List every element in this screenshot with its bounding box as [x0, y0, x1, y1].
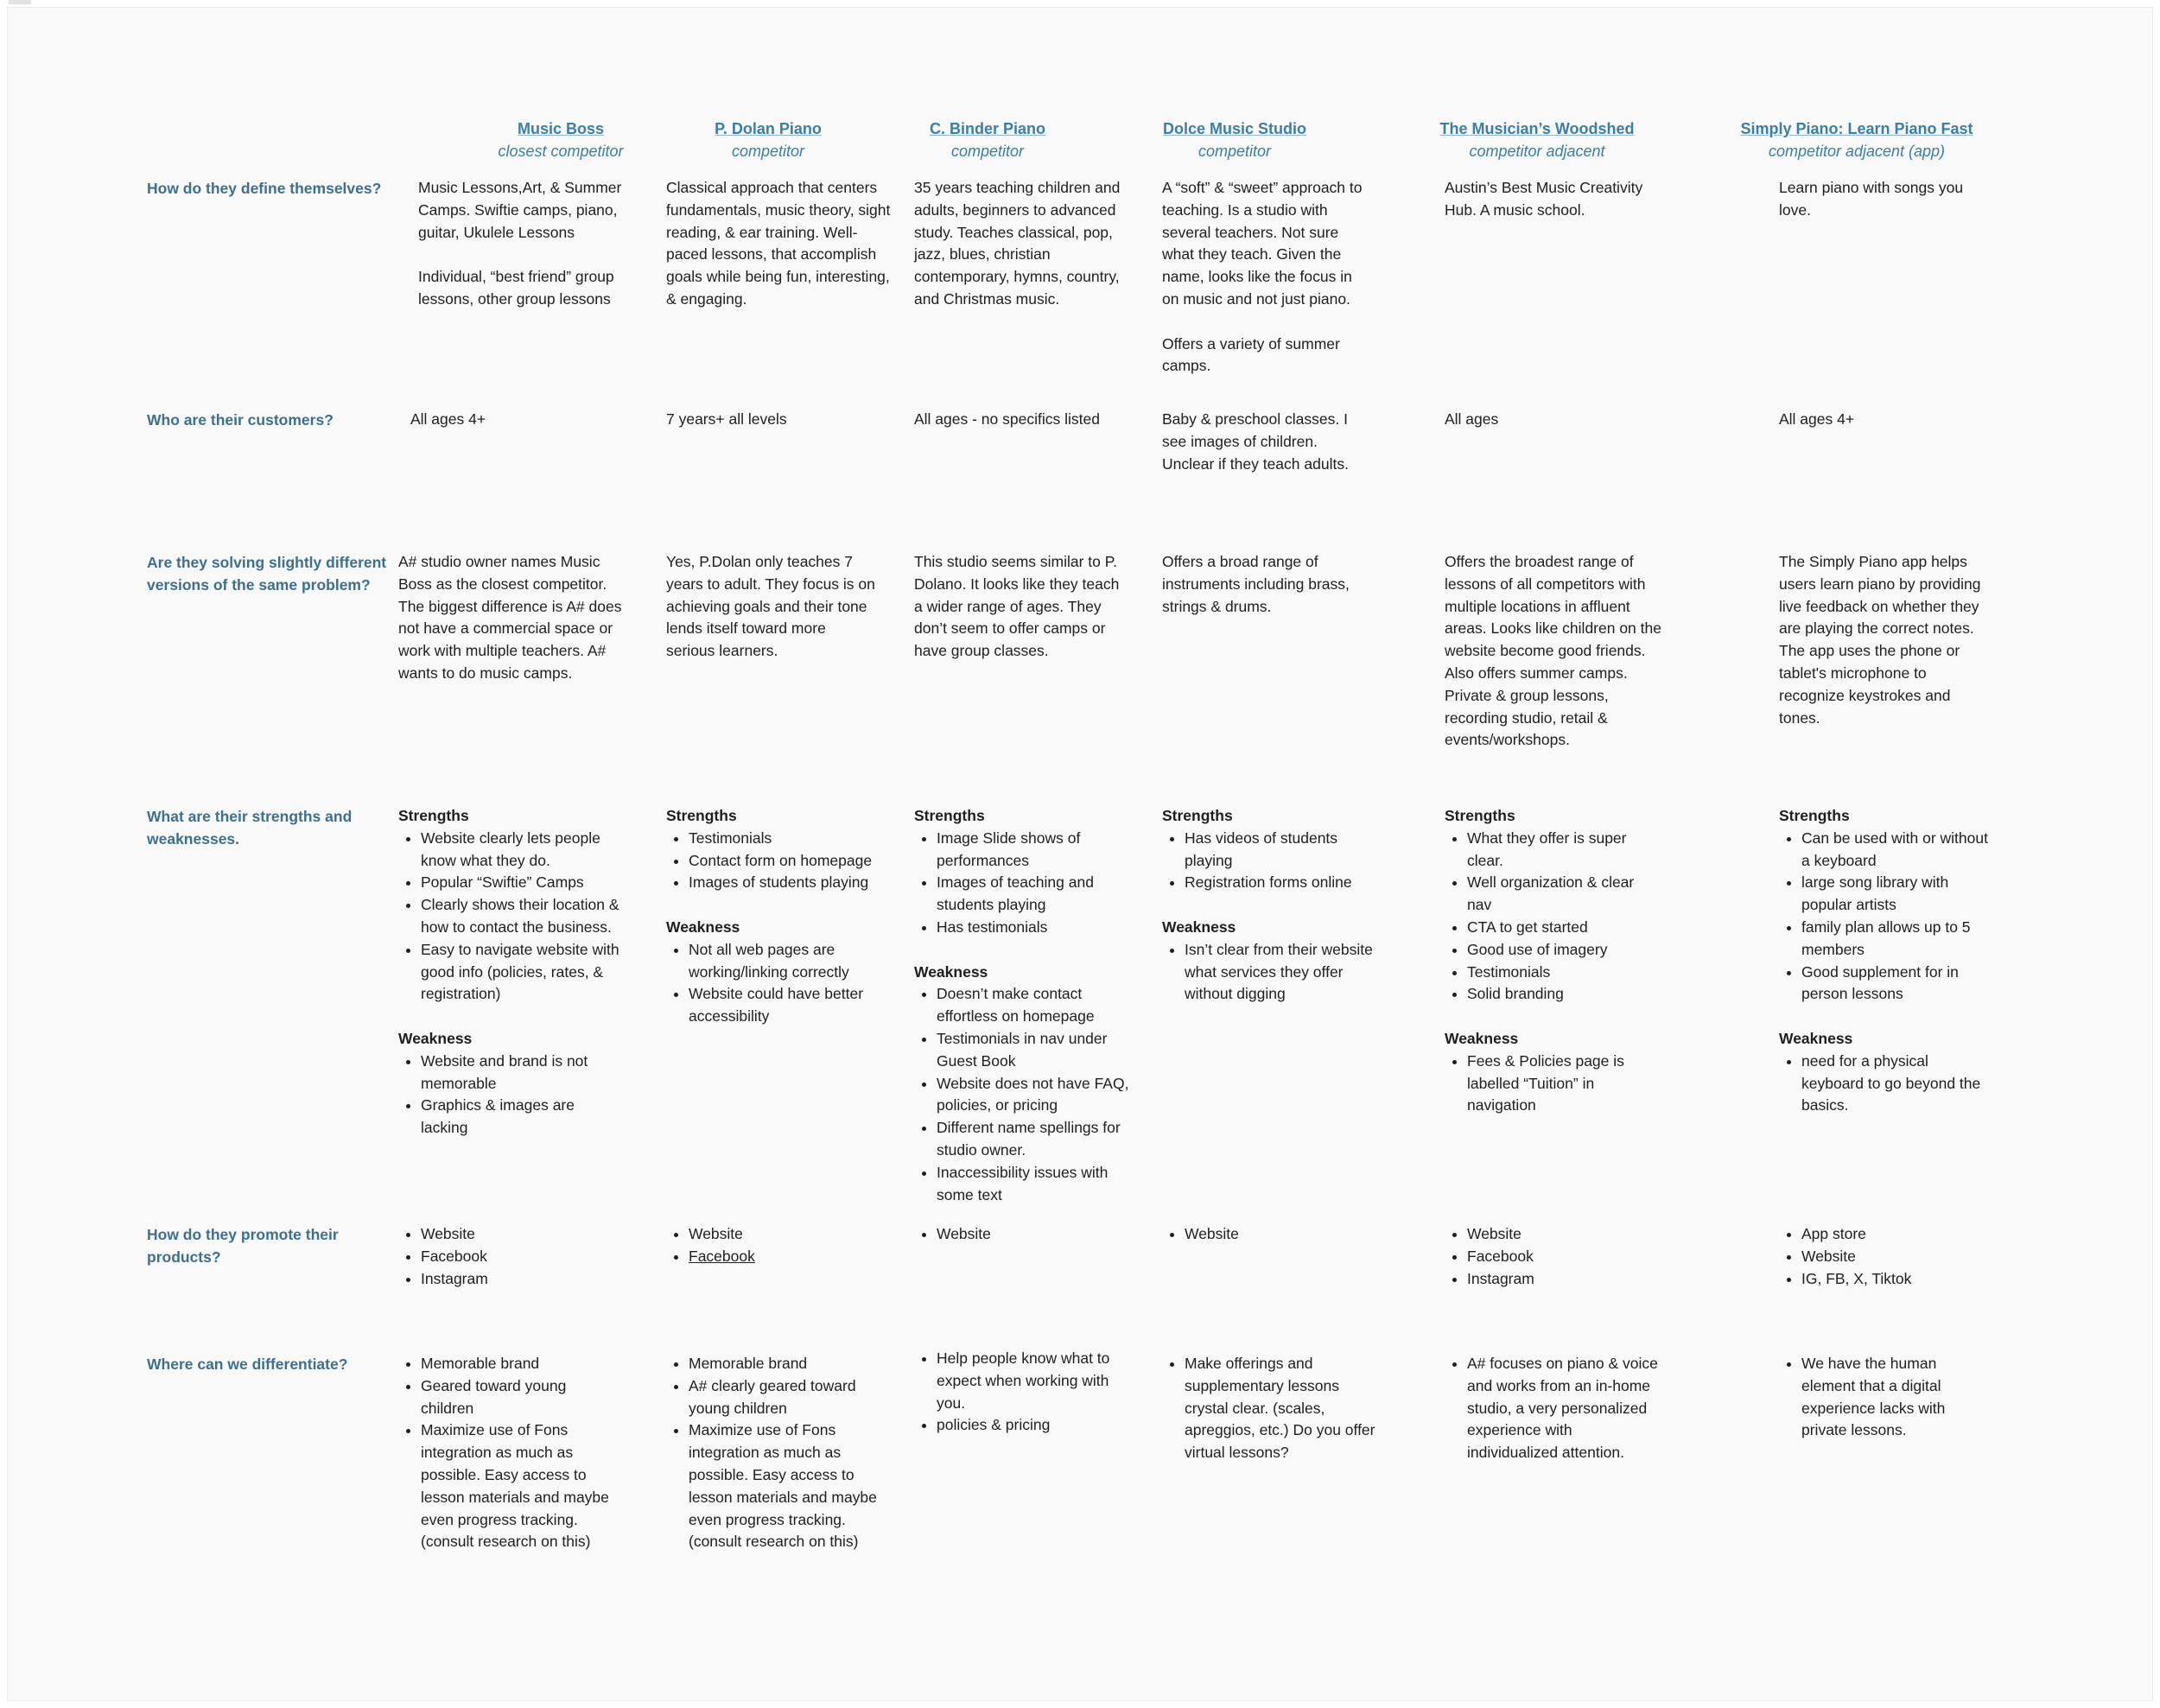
strengths-list	[914, 828, 1134, 939]
customers-cell-music-boss: All ages 4+	[410, 410, 486, 428]
promote-list	[1779, 1223, 1991, 1290]
define-cell-woodshed	[1445, 177, 1669, 222]
competitor-category: competitor	[1198, 143, 1272, 160]
differentiate-list	[1162, 1353, 1382, 1464]
define-cell-dolce	[1162, 177, 1369, 378]
weakness-list	[1445, 1051, 1661, 1117]
problem-cell-c-binder: This studio seems similar to P. Dolano. It looks like they teach a wider range of ages. They don’t seem to offer camps or have group classes.	[914, 553, 1120, 660]
strengths-heading: Strengths	[666, 807, 737, 824]
differentiate-list	[1779, 1353, 1991, 1442]
strength-item: • Has videos of students playing	[1185, 828, 1382, 873]
weakness-heading: Weakness	[1445, 1029, 1519, 1047]
promote-list	[1445, 1223, 1661, 1290]
competitor-header-simply-piano	[1727, 117, 1986, 162]
differentiate-item: • Memorable brand	[689, 1353, 891, 1375]
strength-item: • Clearly shows their location & how to contact the business.	[421, 894, 623, 939]
problem-cell-music-boss: A# studio owner names Music Boss as the closest competitor. The biggest difference is A# does not have a commercial space or work with multiple teachers. A# wants to do music camps.	[398, 553, 622, 682]
define-text: Learn piano with songs you love.	[1779, 179, 1964, 219]
customers-cell-c-binder: All ages - no specifics listed	[914, 410, 1100, 428]
strengths-heading: Strengths	[398, 807, 469, 824]
question-customers: Who are their customers?	[147, 411, 334, 429]
promote-item: • Website	[937, 1223, 1134, 1246]
weakness-list	[1162, 939, 1382, 1006]
weakness-item: • Inaccessibility issues with some text	[937, 1162, 1134, 1207]
define-text: Music Lessons,Art, & Summer Camps. Swiftie camps, piano, guitar, Ukulele Lessons	[418, 179, 622, 241]
differentiate-item: • Make offerings and supplementary lessons crystal clear. (scales, apreggios, etc.) Do you offer virtual lessons?	[1185, 1353, 1382, 1464]
weakness-heading: Weakness	[1162, 917, 1236, 936]
question-strengths: What are their strengths and weaknesses.	[147, 808, 353, 848]
strength-item: • Image Slide shows of performances	[937, 828, 1134, 873]
strengths-heading: Strengths	[1779, 807, 1850, 824]
strengths-list	[1779, 828, 1991, 1006]
strength-item: • Images of students playing	[689, 872, 891, 894]
differentiate-list	[666, 1353, 891, 1553]
promote-item: • Facebook	[421, 1246, 623, 1268]
problem-cell-dolce: Offers a broad range of instruments including brass, strings & drums.	[1162, 553, 1350, 615]
differentiate-item: • policies & pricing	[937, 1414, 1134, 1437]
customers-cell-p-dolan: 7 years+ all levels	[666, 410, 787, 428]
differentiate-item: • Memorable brand	[421, 1353, 623, 1375]
sw-cell-woodshed	[1445, 805, 1661, 1117]
weakness-item: • Doesn’t make contact effortless on homepage	[937, 983, 1134, 1028]
question-promote: How do they promote their products?	[147, 1226, 339, 1266]
weakness-item: • Testimonials in nav under Guest Book	[937, 1028, 1134, 1073]
define-cell-simply-piano	[1779, 177, 1991, 222]
strength-item: • Registration forms online	[1185, 872, 1382, 894]
strength-item: • Has testimonials	[937, 917, 1134, 939]
promote-item: • Website	[1467, 1223, 1661, 1246]
promote-list	[666, 1223, 891, 1268]
promote-cell-p-dolan	[666, 1223, 891, 1268]
canvas-corner-mark	[9, 0, 31, 4]
competitor-link-p-dolan[interactable]: P. Dolan Piano	[715, 120, 822, 137]
sw-cell-music-boss	[398, 805, 623, 1140]
weakness-list	[398, 1051, 623, 1140]
customers-cell-woodshed: All ages	[1445, 410, 1499, 428]
promote-item: • Instagram	[1467, 1268, 1661, 1291]
strength-item: • Can be used with or without a keyboard	[1801, 828, 1991, 873]
sw-cell-dolce	[1162, 805, 1382, 1006]
differentiate-cell-simply-piano	[1779, 1353, 1991, 1442]
define-cell-music-boss	[418, 177, 643, 311]
strength-item: • Popular “Swiftie” Camps	[421, 872, 623, 894]
strengths-heading: Strengths	[1162, 807, 1233, 824]
weakness-heading: Weakness	[1779, 1029, 1853, 1047]
weakness-item: • Different name spellings for studio owner.	[937, 1117, 1134, 1162]
differentiate-list	[398, 1353, 623, 1553]
weakness-heading: Weakness	[914, 962, 988, 981]
customers-cell-dolce: Baby & preschool classes. I see images of children. Unclear if they teach adults.	[1162, 410, 1349, 473]
promote-item: • Facebook	[1467, 1246, 1661, 1268]
customers-cell-simply-piano: All ages 4+	[1779, 410, 1855, 428]
differentiate-cell-woodshed	[1445, 1353, 1661, 1464]
promote-list	[1162, 1223, 1382, 1246]
strength-item: • Good supplement for in person lessons	[1801, 962, 1991, 1006]
weakness-item: • Not all web pages are working/linking correctly	[689, 939, 891, 984]
weakness-list	[666, 939, 891, 1028]
differentiate-item: • A# focuses on piano & voice and works from an in-home studio, a very personalized experience with individualized attention.	[1467, 1353, 1661, 1464]
define-text: A “soft” & “sweet” approach to teaching. Is a studio with several teachers. Not sure what they teach. Given the name, looks like the focus in on music and not just piano.	[1162, 179, 1363, 308]
competitor-link-simply-piano[interactable]: Simply Piano: Learn Piano Fast	[1740, 120, 1973, 137]
competitor-link-music-boss[interactable]: Music Boss	[517, 120, 605, 137]
strength-item: • CTA to get started	[1467, 917, 1661, 939]
differentiate-cell-p-dolan	[666, 1353, 891, 1553]
strength-item: • Testimonials	[689, 828, 891, 850]
strength-item: • Good use of imagery	[1467, 939, 1661, 962]
differentiate-item: • Maximize use of Fons integration as much as possible. Easy access to lesson materials and maybe even progress tracking. (consult research on this)	[689, 1419, 891, 1553]
competitor-header-dolce	[1114, 117, 1356, 162]
strength-item: • large song library with popular artists	[1801, 872, 1991, 917]
promote-list	[914, 1223, 1134, 1246]
promote-item: • IG, FB, X, Tiktok	[1801, 1268, 1991, 1291]
competitor-link-woodshed[interactable]: The Musician’s Woodshed	[1439, 120, 1635, 137]
facebook-link[interactable]: Facebook	[689, 1247, 755, 1265]
competitor-link-c-binder[interactable]: C. Binder Piano	[929, 120, 1045, 137]
problem-cell-p-dolan: Yes, P.Dolan only teaches 7 years to adult. They focus is on achieving goals and their tone lends itself toward more serious learners.	[666, 553, 875, 660]
define-text: Classical approach that centers fundamentals, music theory, sight reading, & ear training. Well-paced lessons, that accomplish goals while being fun, interesting, & engaging.	[666, 179, 891, 308]
competitor-header-p-dolan	[664, 117, 872, 162]
question-define: How do they define themselves?	[147, 180, 382, 197]
competitor-header-woodshed	[1407, 117, 1667, 162]
differentiate-cell-dolce	[1162, 1353, 1382, 1464]
sw-cell-simply-piano	[1779, 805, 1991, 1117]
weakness-item: • Isn’t clear from their website what services they offer without digging	[1185, 939, 1382, 1006]
differentiate-item: • We have the human element that a digital experience lacks with private lessons.	[1801, 1353, 1991, 1442]
question-problem: Are they solving slightly different versions of the same problem?	[147, 554, 387, 594]
strength-item: • family plan allows up to 5 members	[1801, 917, 1991, 962]
differentiate-cell-music-boss	[398, 1353, 623, 1553]
weakness-item: • need for a physical keyboard to go beyond the basics.	[1801, 1051, 1991, 1117]
question-differentiate: Where can we differentiate?	[147, 1356, 348, 1373]
differentiate-item: • Help people know what to expect when working with you.	[937, 1348, 1134, 1414]
competitor-category: competitor adjacent (app)	[1768, 143, 1946, 160]
strengths-list	[1445, 828, 1661, 1006]
promote-cell-music-boss	[398, 1223, 623, 1290]
competitor-category: competitor adjacent	[1469, 143, 1605, 160]
define-text: Austin’s Best Music Creativity Hub. A music school.	[1445, 179, 1643, 219]
differentiate-item: • A# clearly geared toward young children	[689, 1375, 891, 1420]
promote-cell-woodshed	[1445, 1223, 1661, 1290]
weakness-item: • Website could have better accessibility	[689, 983, 891, 1028]
promote-item: • Website	[689, 1223, 891, 1246]
weakness-heading: Weakness	[398, 1029, 473, 1047]
weakness-item: • Graphics & images are lacking	[421, 1095, 623, 1140]
weakness-item: • Fees & Policies page is labelled “Tuition” in navigation	[1467, 1051, 1661, 1117]
promote-item: • App store	[1801, 1223, 1991, 1246]
weakness-heading: Weakness	[666, 917, 740, 936]
competitor-category: competitor	[950, 143, 1025, 160]
strength-item: • Well organization & clear nav	[1467, 872, 1661, 917]
define-text: Offers a variety of summer camps.	[1162, 334, 1340, 375]
strength-item: • Easy to navigate website with good info (policies, rates, & registration)	[421, 939, 623, 1006]
strength-item: • Contact form on homepage	[689, 850, 891, 873]
differentiate-list	[914, 1348, 1134, 1437]
promote-item: • Website	[421, 1223, 623, 1246]
comparison-board	[7, 7, 2153, 1701]
weakness-list	[914, 983, 1134, 1206]
competitor-header-c-binder	[884, 117, 1091, 162]
sw-cell-p-dolan	[666, 805, 891, 1028]
sw-cell-c-binder	[914, 805, 1134, 1206]
define-text: 35 years teaching children and adults, beginners to advanced study. Teaches classical, pop, jazz, blues, christian contemporary, hymns, country, and Christmas music.	[914, 179, 1121, 308]
differentiate-cell-c-binder	[914, 1348, 1134, 1437]
strengths-list	[666, 828, 891, 894]
differentiate-item: • Maximize use of Fons integration as much as possible. Easy access to lesson materials and maybe even progress tracking. (consult research on this)	[421, 1419, 623, 1553]
differentiate-item: • Geared toward young children	[421, 1375, 623, 1420]
problem-cell-woodshed: Offers the broadest range of lessons of all competitors with multiple locations in affluent areas. Looks like children on the website become good friends. Also offers summer camps. Private & group lessons, recording studio, retail & events/workshops.	[1445, 553, 1661, 749]
strength-item: • Images of teaching and students playing	[937, 872, 1134, 917]
strengths-heading: Strengths	[914, 807, 985, 824]
strength-item: • Solid branding	[1467, 983, 1661, 1006]
weakness-item: • Website does not have FAQ, policies, or pricing	[937, 1073, 1134, 1118]
strengths-heading: Strengths	[1445, 807, 1515, 824]
define-cell-p-dolan	[666, 177, 891, 311]
define-text: Individual, “best friend” group lessons, other group lessons	[418, 268, 614, 308]
strength-item: • Website clearly lets people know what they do.	[421, 828, 623, 873]
promote-item: • Website	[1801, 1246, 1991, 1268]
promote-cell-dolce	[1162, 1223, 1382, 1246]
strength-item: • What they offer is super clear.	[1467, 828, 1661, 873]
competitor-category: closest competitor	[498, 143, 624, 160]
differentiate-list	[1445, 1353, 1661, 1464]
promote-item: • Instagram	[421, 1268, 623, 1291]
competitor-category: competitor	[731, 143, 805, 160]
define-cell-c-binder	[914, 177, 1139, 311]
strength-item: • Testimonials	[1467, 962, 1661, 984]
promote-cell-c-binder	[914, 1223, 1134, 1246]
weakness-item: • Website and brand is not memorable	[421, 1051, 623, 1095]
facebook-link-item[interactable]	[689, 1246, 891, 1268]
strengths-list	[1162, 828, 1382, 894]
competitor-header-music-boss	[457, 117, 664, 162]
promote-cell-simply-piano	[1779, 1223, 1991, 1290]
promote-list	[398, 1223, 623, 1290]
problem-cell-simply-piano: The Simply Piano app helps users learn piano by providing live feedback on whether they are playing the correct notes. The app uses the phone or tablet's microphone to recognize keystrokes and tones.	[1779, 553, 1981, 727]
competitor-link-dolce[interactable]: Dolce Music Studio	[1162, 120, 1307, 137]
promote-item: • Website	[1185, 1223, 1382, 1246]
strengths-list	[398, 828, 623, 1006]
weakness-list	[1779, 1051, 1991, 1117]
